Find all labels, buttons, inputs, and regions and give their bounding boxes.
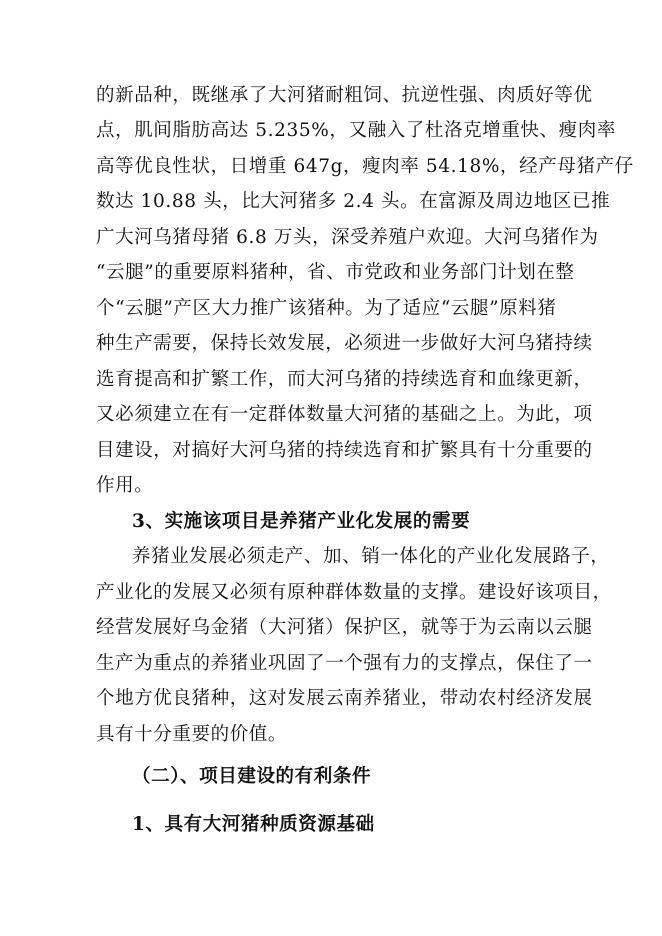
section-heading-2: （二）、项目建设的有利条件 xyxy=(132,766,372,787)
paragraph-line: 经营发展好乌金猪（大河猪）保护区，就等于为云南以云腿 xyxy=(96,617,593,638)
paragraph-line: 作用。 xyxy=(96,475,154,496)
paragraph-line: 高等优良性状，日增重 647g，瘦肉率 54.18%，经产母猪产仔 xyxy=(96,156,634,177)
paragraph-line: 具有十分重要的价值。 xyxy=(96,724,288,745)
paragraph-line: “云腿”的重要原料猪种，省、市党政和业务部门计划在整 xyxy=(96,262,575,283)
paragraph-line: 数达 10.88 头，比大河猪多 2.4 头。在富源及周边地区已推 xyxy=(96,191,611,212)
paragraph-line: 点，肌间脂肪高达 5.235%，又融入了杜洛克增重快、瘦肉率 xyxy=(96,120,616,141)
paragraph-line: 产业化的发展又必须有原种群体数量的支撑。建设好该项目， xyxy=(96,582,612,603)
paragraph-line: 种生产需要，保持长效发展，必须进一步做好大河乌猪持续 xyxy=(96,333,593,354)
subheading-1: 1、具有大河猪种质资源基础 xyxy=(132,814,375,835)
paragraph-line: 目建设，对搞好大河乌猪的持续选育和扩繁具有十分重要的 xyxy=(96,440,593,461)
paragraph-line: 个“云腿”产区大力推广该猪种。为了适应“云腿”原料猪 xyxy=(96,298,557,319)
paragraph-line: 个地方优良猪种，这对发展云南养猪业，带动农村经济发展 xyxy=(96,688,593,709)
paragraph-line: 生产为重点的养猪业巩固了一个强有力的支撑点，保住了一 xyxy=(96,653,593,674)
paragraph-line: 选育提高和扩繁工作，而大河乌猪的持续选育和血缘更新， xyxy=(96,369,593,390)
paragraph-line: 养猪业发展必须走产、加、销一体化的产业化发展路子， xyxy=(132,546,610,567)
paragraph-line: 的新品种，既继承了大河猪耐粗饲、抗逆性强、肉质好等优 xyxy=(96,85,593,106)
paragraph-line: 广大河乌猪母猪 6.8 万头，深受养殖户欢迎。大河乌猪作为 xyxy=(96,227,599,248)
section-heading-3: 3、实施该项目是养猪产业化发展的需要 xyxy=(132,511,471,532)
paragraph-line: 又必须建立在有一定群体数量大河猪的基础之上。为此，项 xyxy=(96,404,593,425)
